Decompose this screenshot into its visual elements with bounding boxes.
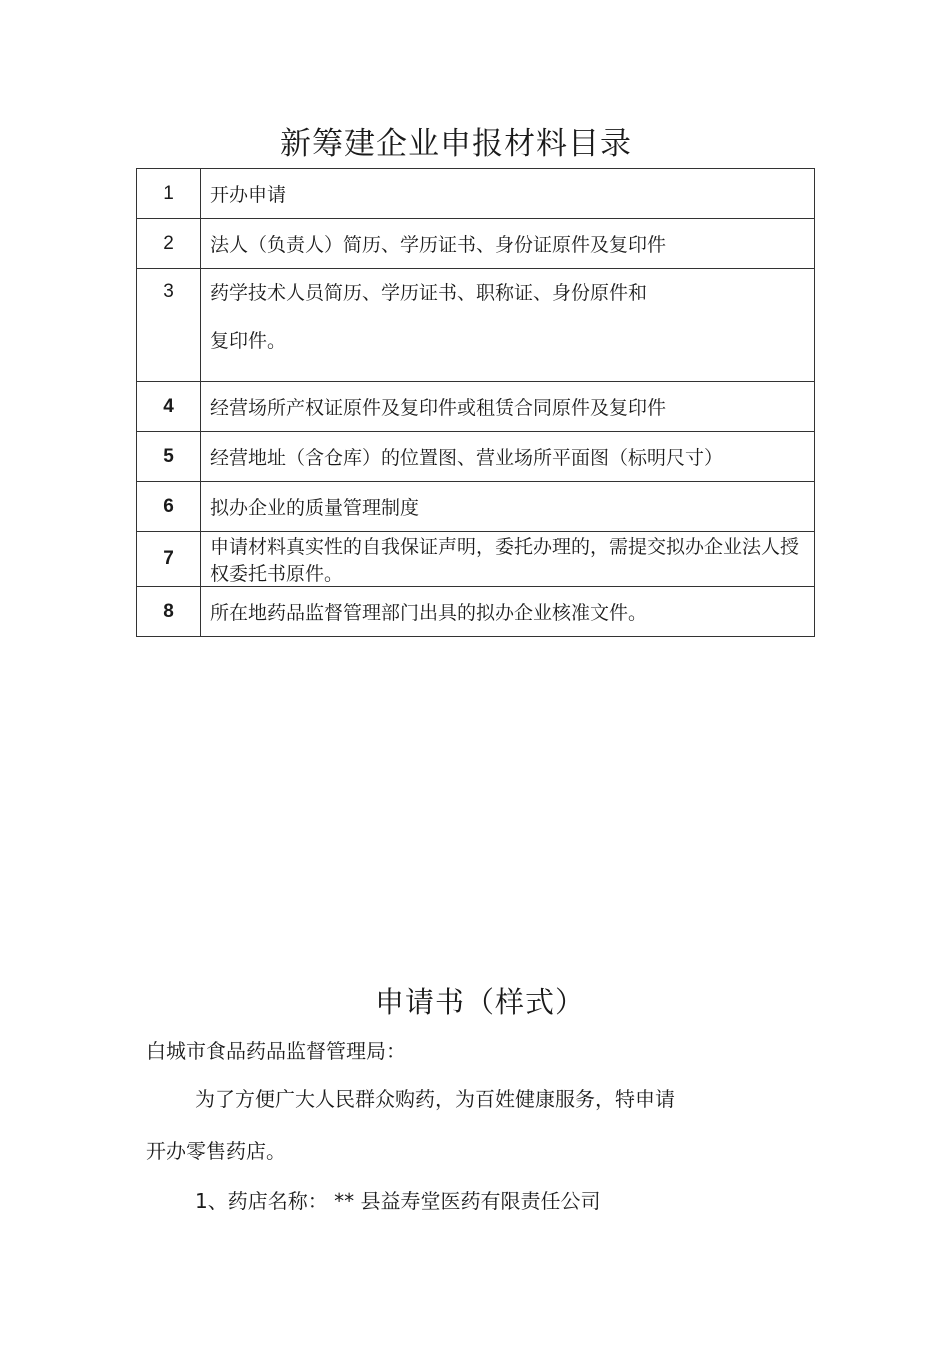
item-number: 7 <box>137 532 201 587</box>
item-text: 经营场所产权证原件及复印件或租赁合同原件及复印件 <box>201 382 815 432</box>
item-text-line: 药学技术人员简历、学历证书、职称证、身份原件和 <box>210 282 648 304</box>
item-number: 3 <box>137 269 201 382</box>
item-number: 8 <box>137 587 201 637</box>
item-text-line: 复印件。 <box>210 330 287 352</box>
table-row <box>137 432 815 482</box>
table-row <box>137 382 815 432</box>
item-text: 法人（负责人）简历、学历证书、身份证原件及复印件 <box>201 219 815 269</box>
item-number: 6 <box>137 482 201 532</box>
item-text: 申请材料真实性的自我保证声明，委托办理的，需提交拟办企业法人授权委托书原件。 <box>201 532 815 587</box>
application-title: 申请书（样式） <box>374 985 585 1019</box>
paragraph-line: 开办零售药店。 <box>146 1139 286 1163</box>
item-number: 2 <box>137 219 201 269</box>
table-row <box>137 219 815 269</box>
table-row <box>137 532 815 587</box>
table-row <box>137 169 815 219</box>
catalog-title: 新筹建企业申报材料目录 <box>280 126 632 162</box>
table-row <box>137 482 815 532</box>
item-text <box>201 269 815 382</box>
catalog-table <box>136 168 815 637</box>
addressee: 白城市食品药品监督管理局： <box>146 1039 406 1063</box>
paragraph-line: 为了方便广大人民群众购药，为百姓健康服务，特申请 <box>195 1087 675 1111</box>
table-row <box>137 269 815 382</box>
table-row <box>137 587 815 637</box>
item-number: 4 <box>137 382 201 432</box>
item-number: 1 <box>137 169 201 219</box>
item-text: 拟办企业的质量管理制度 <box>201 482 815 532</box>
item-text: 开办申请 <box>201 169 815 219</box>
item-text: 经营地址（含仓库）的位置图、营业场所平面图（标明尺寸） <box>201 432 815 482</box>
item-text: 所在地药品监督管理部门出具的拟办企业核准文件。 <box>201 587 815 637</box>
store-name-line: 1、药店名称： ** 县益寿堂医药有限责任公司 <box>195 1189 601 1213</box>
item-number: 5 <box>137 432 201 482</box>
